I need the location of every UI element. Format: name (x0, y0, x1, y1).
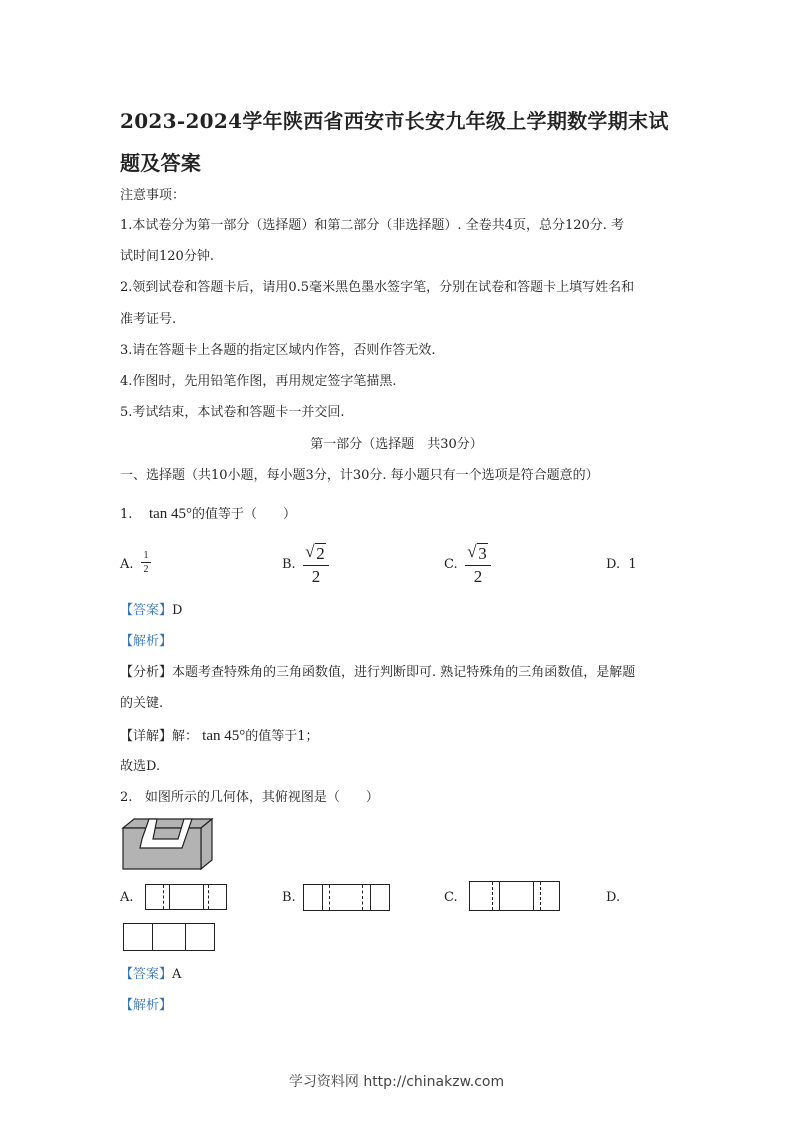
q2-d-solid-line-left (152, 924, 153, 950)
q1-xiangjie-post: 的值等于1； (245, 729, 319, 744)
question-2 (120, 789, 379, 807)
q1-option-b-denominator: 2 (311, 567, 321, 586)
q1-fenxi-tag: 【分析】 (120, 665, 173, 680)
page-footer: 学习资料网 http://chinakzw.com (288, 1074, 505, 1090)
q1-fenxi-line-2: 的关键. (120, 696, 164, 711)
q2-a-dashed-line-right (208, 885, 209, 909)
q1-option-c-radicand: 3 (478, 544, 487, 563)
q2-b-dashed-line-right (362, 885, 363, 910)
q2-option-b-label: B. (282, 890, 296, 905)
q2-option-d-figure (123, 923, 215, 951)
q1-option-c-denominator: 2 (473, 567, 483, 586)
section-one-heading: 一、选择题（共10小题，每小题3分，计30分. 每小题只有一个选项是符合题意的） (120, 468, 599, 483)
q1-option-d (606, 556, 637, 574)
q1-option-a-label: A. (120, 557, 134, 572)
q2-option-c-figure (469, 881, 560, 911)
note-2-line-1: 2.领到试卷和答题卡后，请用0.5毫米黑色墨水签字笔，分别在试卷和答题卡上填写姓名和 (120, 280, 635, 295)
q2-c-solid-line-left (499, 882, 500, 910)
q2-a-solid-line-left (169, 885, 170, 909)
q1-answer-value: D (172, 603, 183, 618)
q1-fenxi-text-1: 本题考查特殊角的三角函数值，进行判断即可. 熟记特殊角的三角函数值，是解题 (172, 665, 636, 680)
part-one-heading: 第一部分（选择题 共30分） (310, 437, 483, 452)
q2-c-dashed-line-left (492, 882, 493, 910)
q2-c-dashed-line-right (540, 882, 541, 910)
q1-xiangjie-tag: 【详解】 (120, 729, 173, 744)
q2-b-solid-line-left (322, 885, 323, 910)
q1-option-d-value: 1 (628, 557, 637, 572)
note-3: 3.请在答题卡上各题的指定区域内作答，否则作答无效. (120, 343, 436, 358)
q1-conclusion: 故选D. (120, 759, 161, 774)
document-title: 2023-2024学年陕西省西安市长安九年级上学期数学期末试题及答案 (120, 109, 669, 175)
note-1-line-2: 试时间120分钟. (120, 249, 214, 264)
q2-answer-value: A (172, 967, 182, 982)
q1-option-a-numerator: 1 (143, 550, 149, 561)
notes-heading: 注意事项： (120, 188, 186, 203)
q1-xiangjie-expression: tan 45° (202, 728, 246, 744)
q2-answer-tag: 【答案】 (120, 967, 173, 982)
q1-option-a-denominator: 2 (143, 564, 149, 575)
question-1-text: 的值等于（ ） (192, 507, 297, 522)
q1-answer (120, 602, 182, 620)
q2-b-solid-line-right (370, 885, 371, 910)
question-2-number: 2. (120, 790, 133, 805)
note-4: 4.作图时，先用铅笔作图，再用规定签字笔描黑. (120, 374, 397, 389)
q2-d-solid-line-right (185, 924, 186, 950)
solid-right-face (201, 819, 212, 869)
q2-b-dashed-line-left (329, 885, 330, 910)
note-1-line-1: 1.本试卷分为第一部分（选择题）和第二部分（非选择题）. 全卷共4页，总分120分. 考 (120, 218, 625, 233)
q1-analysis-tag: 【解析】 (120, 634, 173, 649)
question-2-text: 如图所示的几何体，其俯视图是（ ） (144, 790, 379, 805)
q2-c-solid-line-right (533, 882, 534, 910)
q1-option-b-label: B. (282, 557, 296, 572)
q2-answer (120, 966, 181, 984)
geometric-solid-figure (120, 816, 216, 872)
question-1-number: 1. (120, 507, 133, 522)
q1-xiangjie-pre: 解： (172, 729, 199, 744)
question-1-expression: tan 45° (148, 506, 193, 522)
q1-option-a-fraction (141, 550, 151, 575)
solid-top-face (123, 819, 212, 828)
q1-xiangjie (120, 727, 319, 746)
q2-option-a-figure (145, 884, 227, 910)
q2-option-d-label: D. (606, 890, 621, 905)
q1-option-b-radicand: 2 (316, 544, 325, 563)
question-1 (120, 505, 296, 524)
q1-option-d-label: D. (606, 557, 621, 572)
q1-option-b-fraction (303, 544, 329, 587)
q1-fenxi-line-1 (120, 664, 635, 682)
q2-option-a-label: A. (120, 890, 134, 905)
q2-analysis-tag: 【解析】 (120, 998, 173, 1013)
q1-answer-tag: 【答案】 (120, 603, 173, 618)
note-5: 5.考试结束，本试卷和答题卡一并交回. (120, 405, 345, 420)
note-2-line-2: 准考证号. (120, 312, 177, 327)
q2-a-dashed-line-left (163, 885, 164, 909)
q2-option-b-figure (303, 884, 390, 911)
q2-a-solid-line-right (203, 885, 204, 909)
q2-option-c-label: C. (444, 890, 458, 905)
q1-option-c-label: C. (444, 557, 458, 572)
q1-option-c-fraction (465, 544, 491, 587)
